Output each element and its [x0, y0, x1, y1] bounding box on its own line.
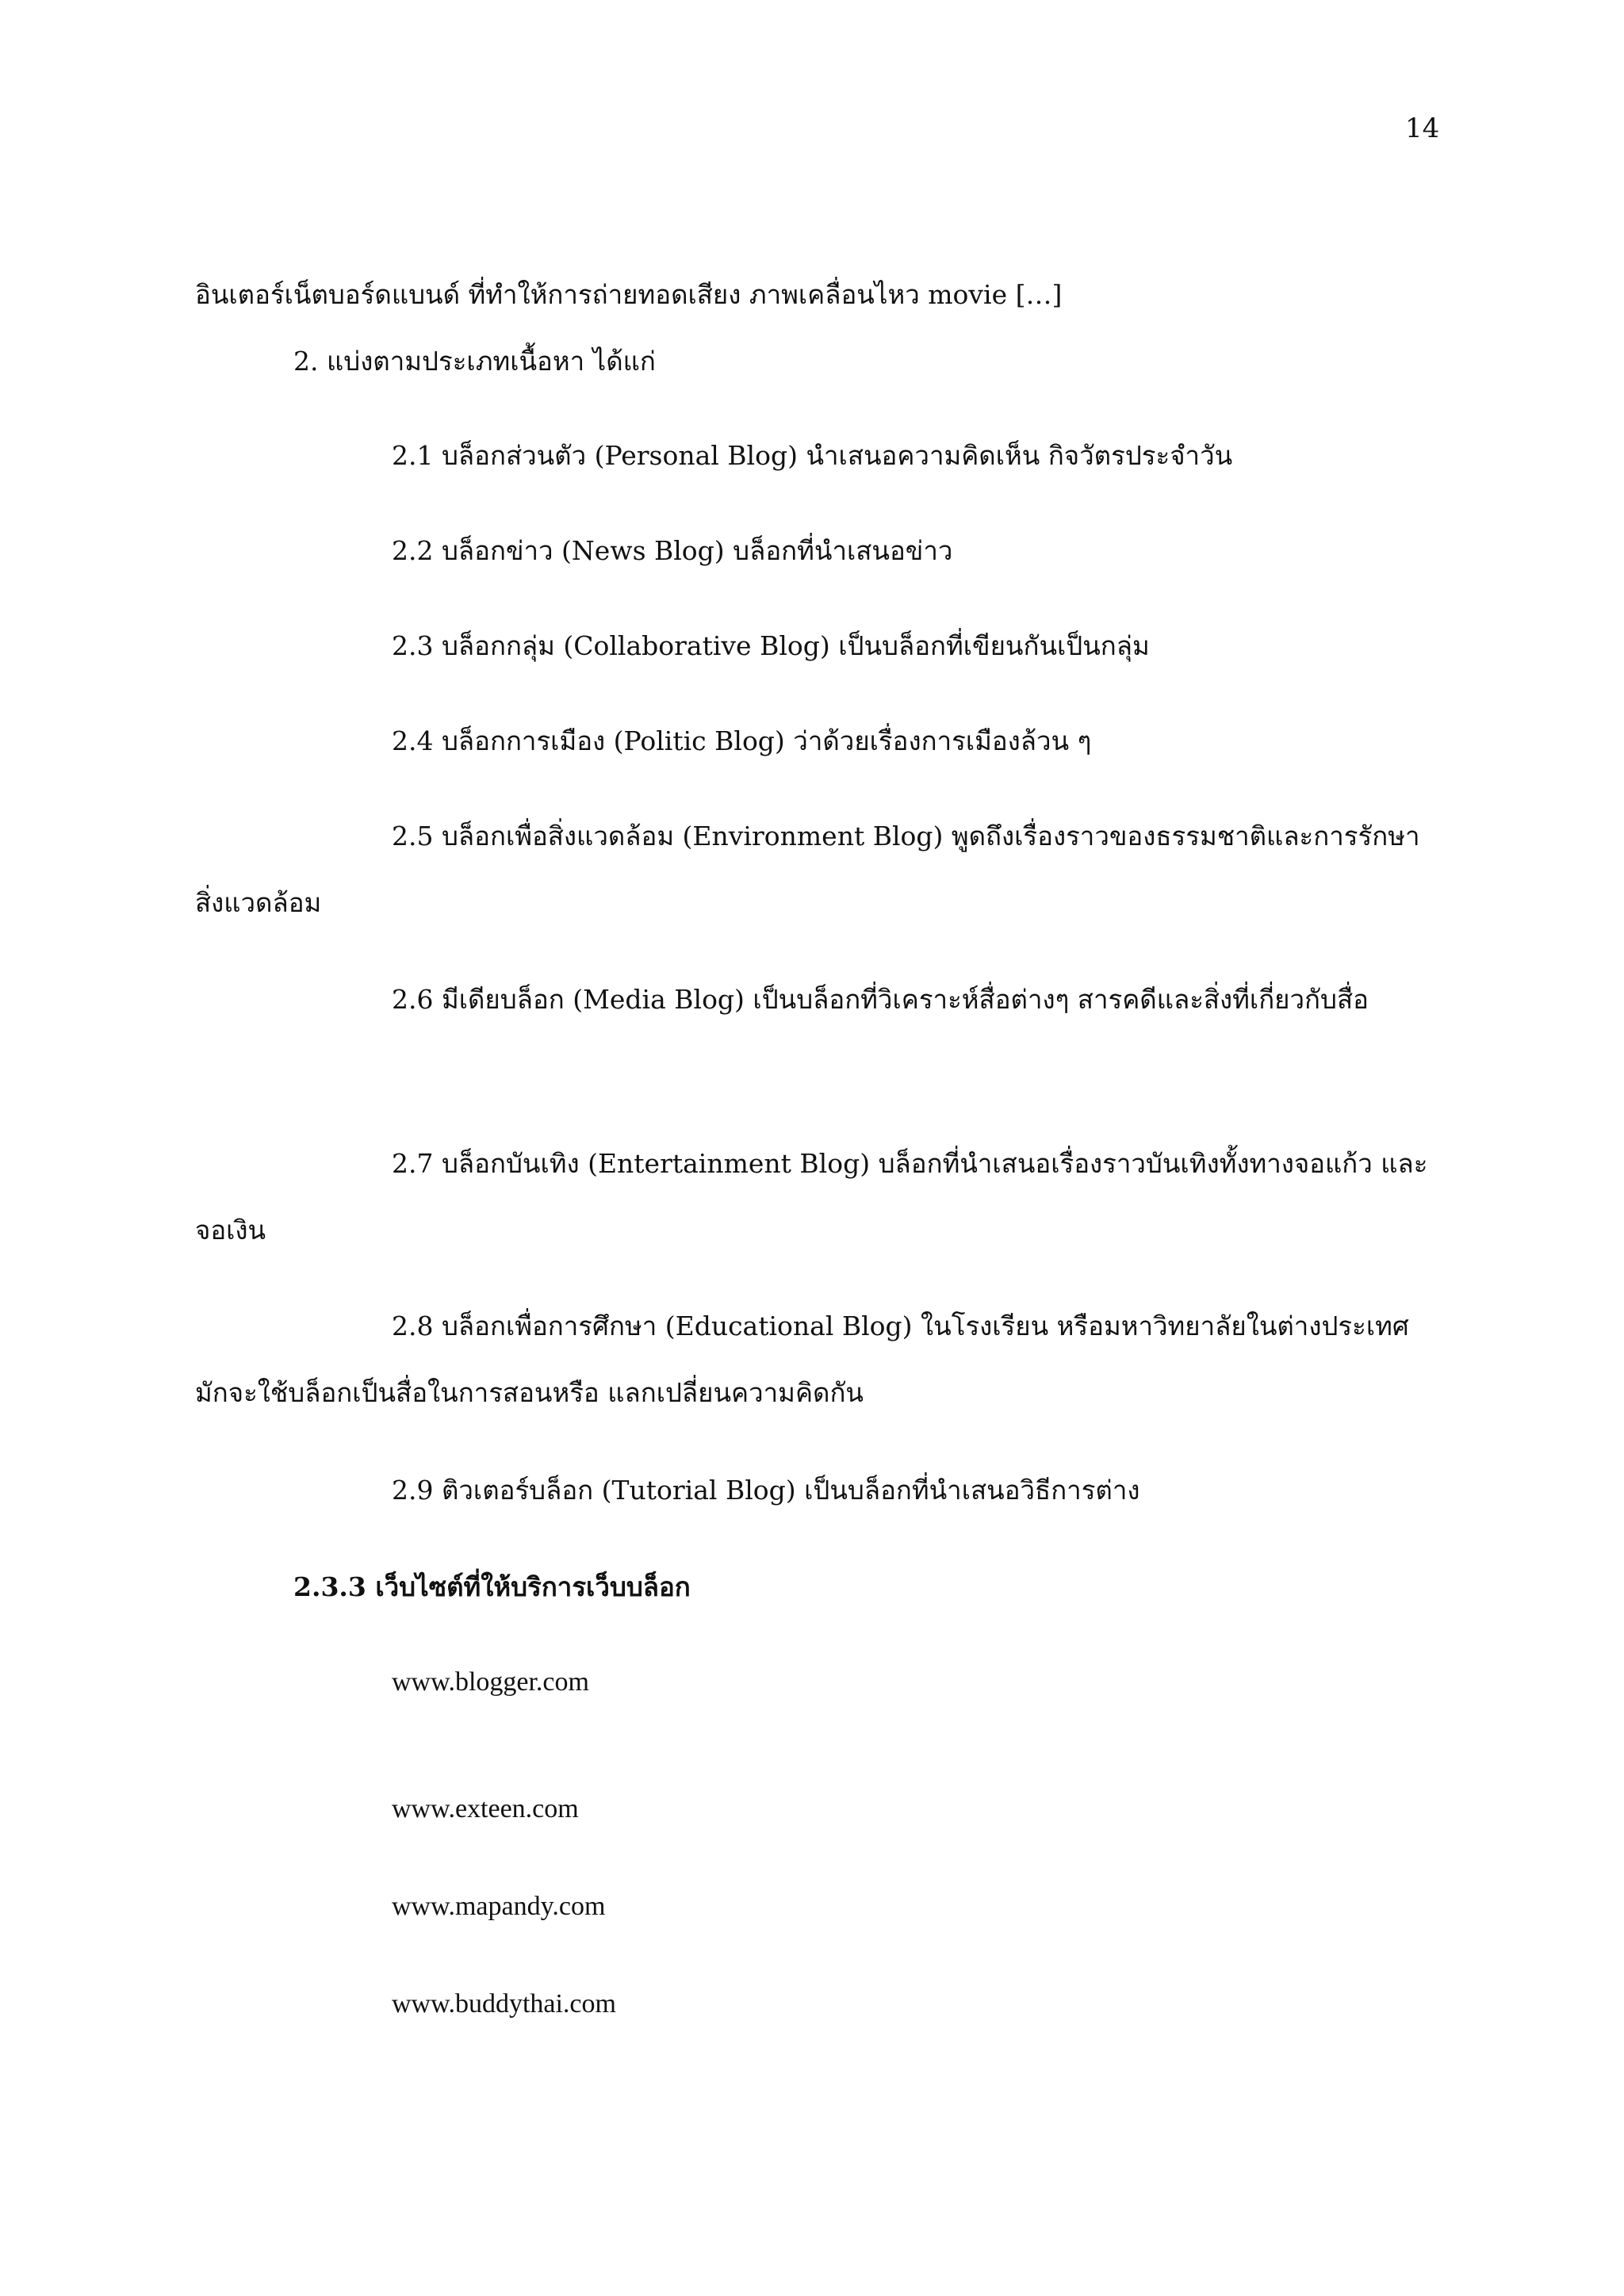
website-url: www.exteen.com	[392, 1794, 579, 1823]
section-2-title: 2. แบ่งตามประเภทเนื้อหา ได้แก่	[293, 346, 656, 377]
continuation-line: อินเตอร์เน็ตบอร์ดแบนด์ ที่ทำให้การถ่ายทอดเสียง ภาพเคลื่อนไหว movie […]	[195, 279, 1063, 310]
website-url: www.mapandy.com	[392, 1892, 606, 1921]
list-item-2-8-continuation: มักจะใช้บล็อกเป็นสื่อในการสอนหรือ แลกเปลี่ยนความคิดกัน	[195, 1377, 864, 1408]
list-item-2-5: 2.5 บล็อกเพื่อสิ่งแวดล้อม (Environment Blog) พูดถึงเรื่องราวของธรรมชาติและการรักษา	[392, 821, 1420, 851]
list-item-2-3: 2.3 บล็อกกลุ่ม (Collaborative Blog) เป็นบล็อกที่เขียนกันเป็นกลุ่ม	[392, 630, 1150, 661]
list-item-2-8: 2.8 บล็อกเพื่อการศึกษา (Educational Blog) ในโรงเรียน หรือมหาวิทยาลัยในต่างประเทศ	[392, 1311, 1409, 1341]
website-url: www.blogger.com	[392, 1667, 589, 1697]
section-heading-2-3-3: 2.3.3 เว็บไซต์ที่ให้บริการเว็บบล็อก	[293, 1571, 691, 1602]
list-item-2-2: 2.2 บล็อกข่าว (News Blog) บล็อกที่นำเสนอข่าว	[392, 535, 953, 566]
list-item-2-7-continuation: จอเงิน	[195, 1215, 266, 1246]
page-number: 14	[1405, 113, 1440, 144]
list-item-2-5-continuation: สิ่งแวดล้อม	[195, 887, 322, 918]
list-item-2-4: 2.4 บล็อกการเมือง (Politic Blog) ว่าด้วยเรื่องการเมืองล้วน ๆ	[392, 725, 1092, 756]
list-item-2-1: 2.1 บล็อกส่วนตัว (Personal Blog) นำเสนอความคิดเห็น กิจวัตรประจำวัน	[392, 440, 1233, 471]
list-item-2-7: 2.7 บล็อกบันเทิง (Entertainment Blog) บล็อกที่นำเสนอเรื่องราวบันเทิงทั้งทางจอแก้ว และ	[392, 1148, 1428, 1179]
list-item-2-6: 2.6 มีเดียบล็อก (Media Blog) เป็นบล็อกที่วิเคราะห์สื่อต่างๆ สารคดีและสิ่งที่เกี่ยวกับสื่อ	[392, 984, 1369, 1015]
website-url: www.buddythai.com	[392, 1989, 616, 2019]
list-item-2-9: 2.9 ติวเตอร์บล็อก (Tutorial Blog) เป็นบล็อกที่นำเสนอวิธีการต่าง	[392, 1475, 1140, 1506]
